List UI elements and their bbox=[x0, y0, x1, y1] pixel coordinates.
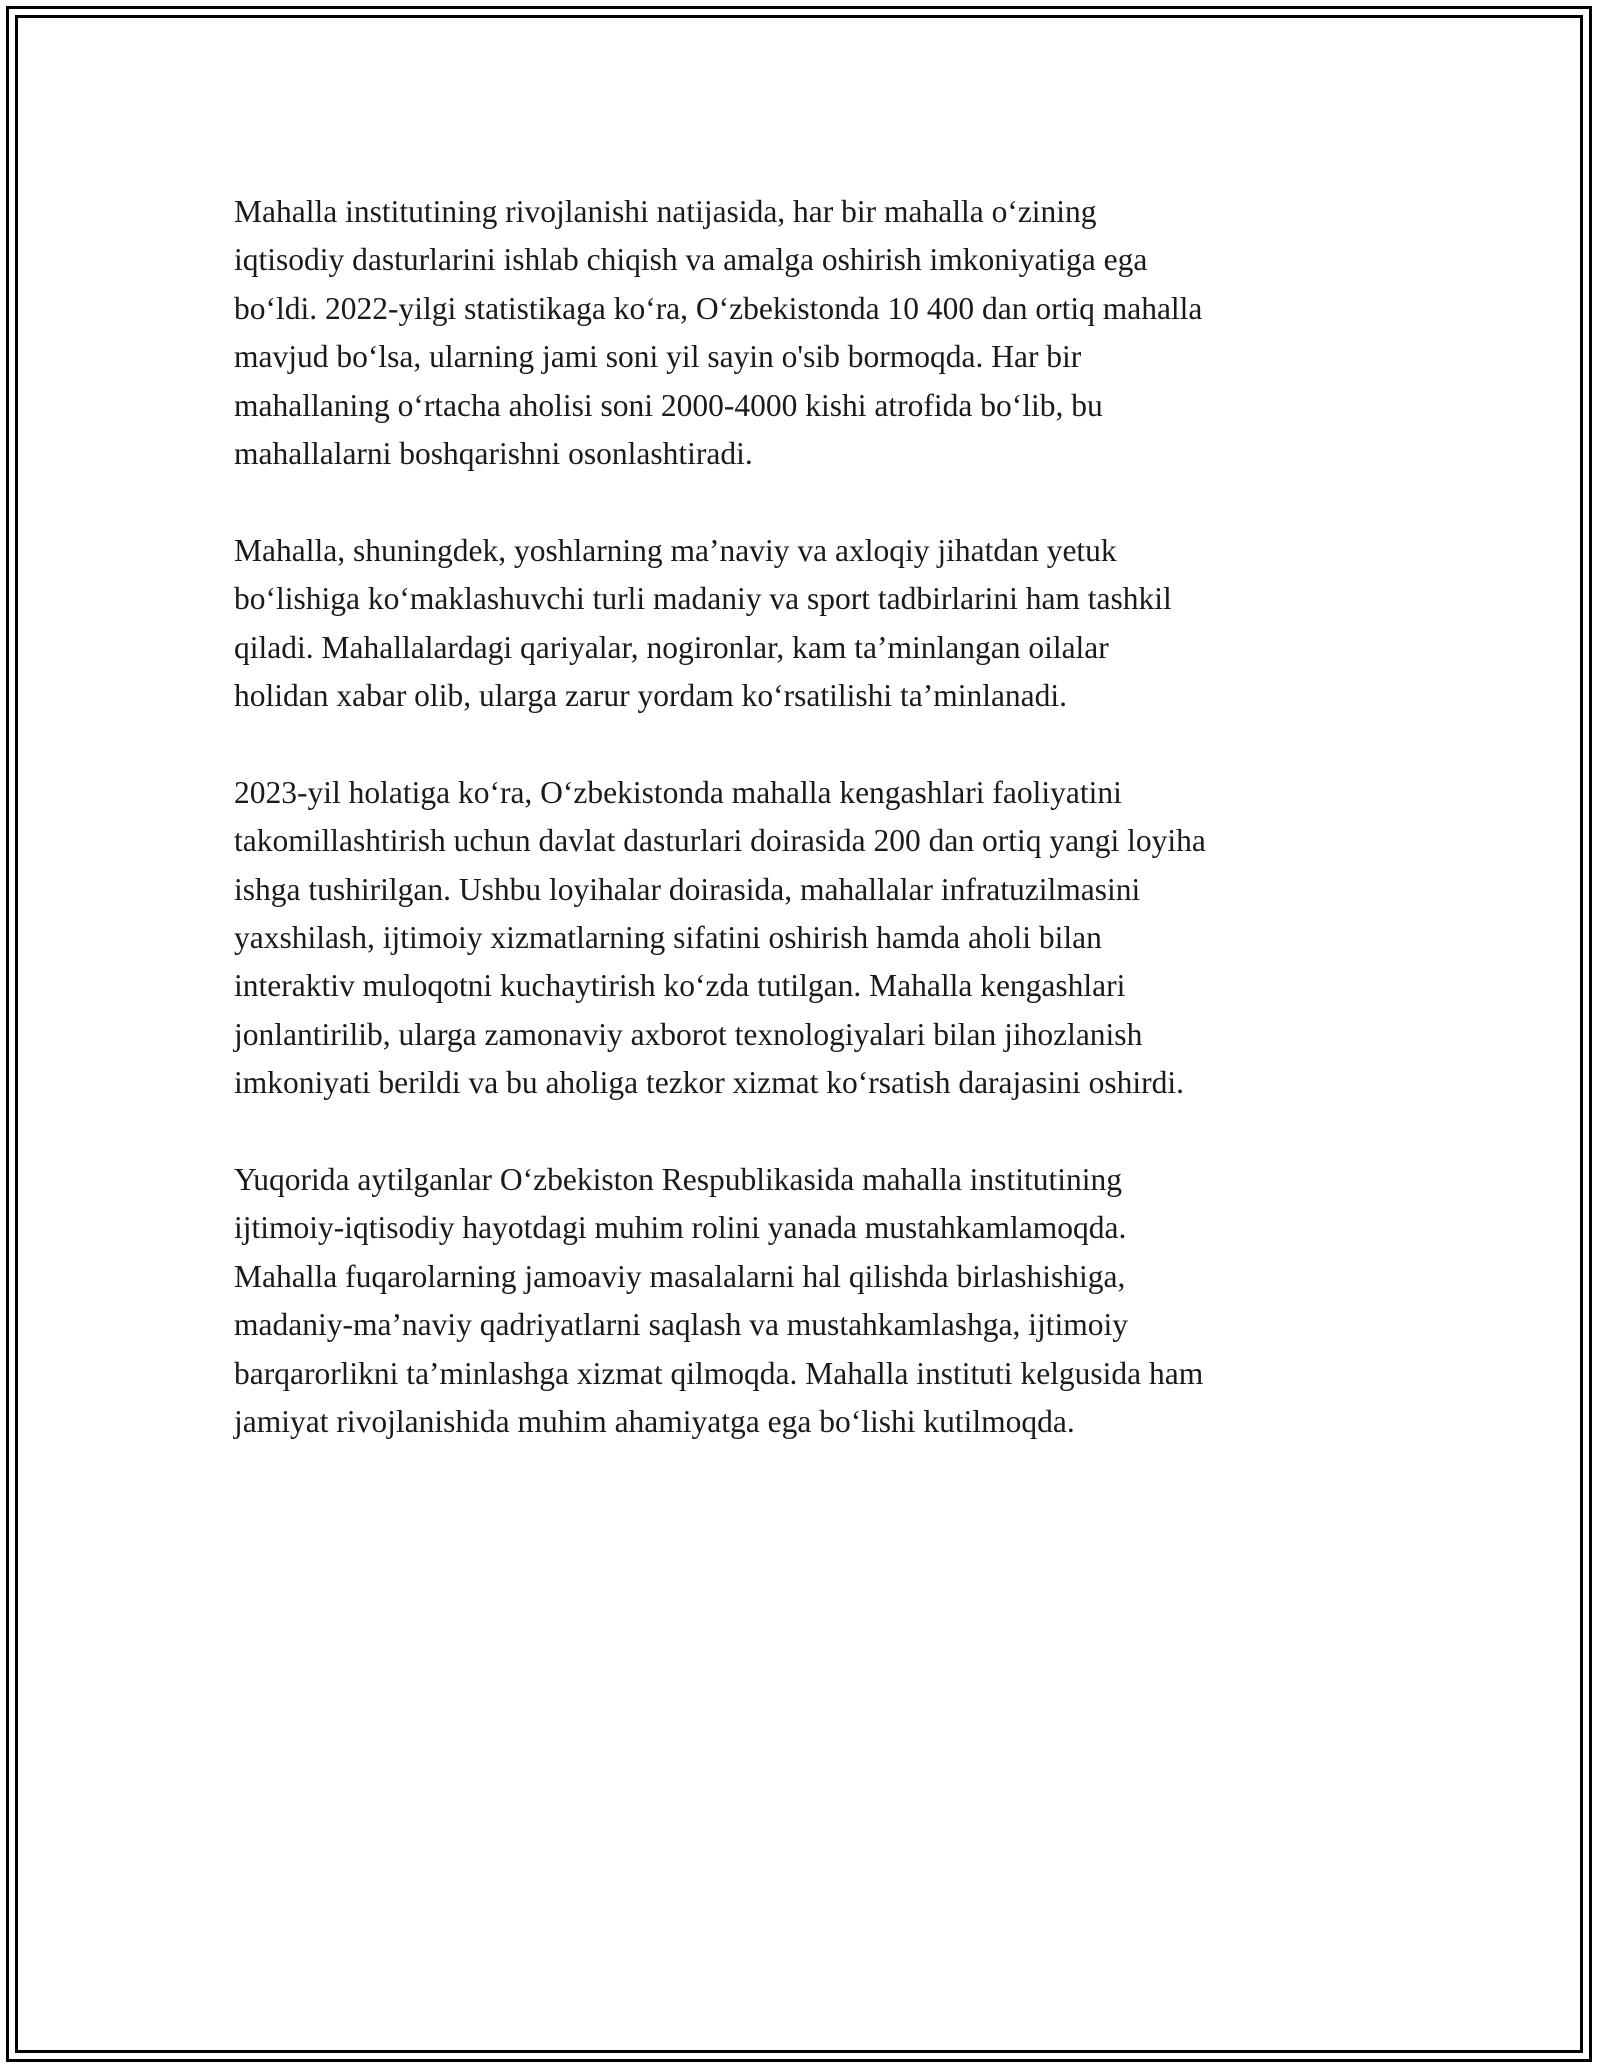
paragraph-1: Mahalla institutining rivojlanishi natijasida, har bir mahalla o‘zining iqtisodiy dasturlarini ishlab chiqish va amalga oshirish imkoniyatiga ega bo‘ldi. 2022-yilgi statistikaga ko‘ra, O‘zbekistonda 10 400 dan ortiq mahalla mavjud bo‘lsa, ularning jami soni yil sayin o'sib bormoqda. Har bir mahallaning o‘rtacha aholisi soni 2000-4000 kishi atrofida bo‘lib, bu mahallalarni boshqarishni osonlashtiradi. bbox=[234, 194, 1203, 472]
paragraph-3: 2023-yil holatiga ko‘ra, O‘zbekistonda mahalla kengashlari faoliyatini takomillashtirish uchun davlat dasturlari doirasida 200 dan ortiq yangi loyiha ishga tushirilgan. Ushbu loyihalar doirasida, mahallalar infratuzilmasini yaxshilash, ijtimoiy xizmatlarning sifatini oshirish hamda aholi bilan interaktiv muloqotni kuchaytirish ko‘zda tutilgan. Mahalla kengashlari jonlantirilib, ularga zamonaviy axborot texnologiyalari bilan jihozlanish imkoniyati berildi va bu aholiga tezkor xizmat ko‘rsatish darajasini oshirdi. bbox=[234, 774, 1206, 1101]
paragraph-4: Yuqorida aytilganlar O‘zbekiston Respublikasida mahalla institutining ijtimoiy-iqtisodiy hayotdagi muhim rolini yanada mustahkamlamoqda. Mahalla fuqarolarning jamoaviy masalalarni hal qilishda birlashishiga, madaniy-ma’naviy qadriyatlarni saqlash va mustahkamlashga, ijtimoiy barqarorlikni ta’minlashga xizmat qilmoqda. Mahalla instituti kelgusida ham jamiyat rivojlanishida muhim ahamiyatga ega bo‘lishi kutilmoqda. bbox=[234, 1162, 1204, 1440]
document-body bbox=[234, 188, 1374, 1495]
paragraph-2: Mahalla, shuningdek, yoshlarning ma’naviy va axloqiy jihatdan yetuk bo‘lishiga ko‘maklashuvchi turli madaniy va sport tadbirlarini ham tashkil qiladi. Mahallalardagi qariyalar, nogironlar, kam ta’minlangan oilalar holidan xabar olib, ularga zarur yordam ko‘rsatilishi ta’minlanadi. bbox=[234, 532, 1172, 714]
